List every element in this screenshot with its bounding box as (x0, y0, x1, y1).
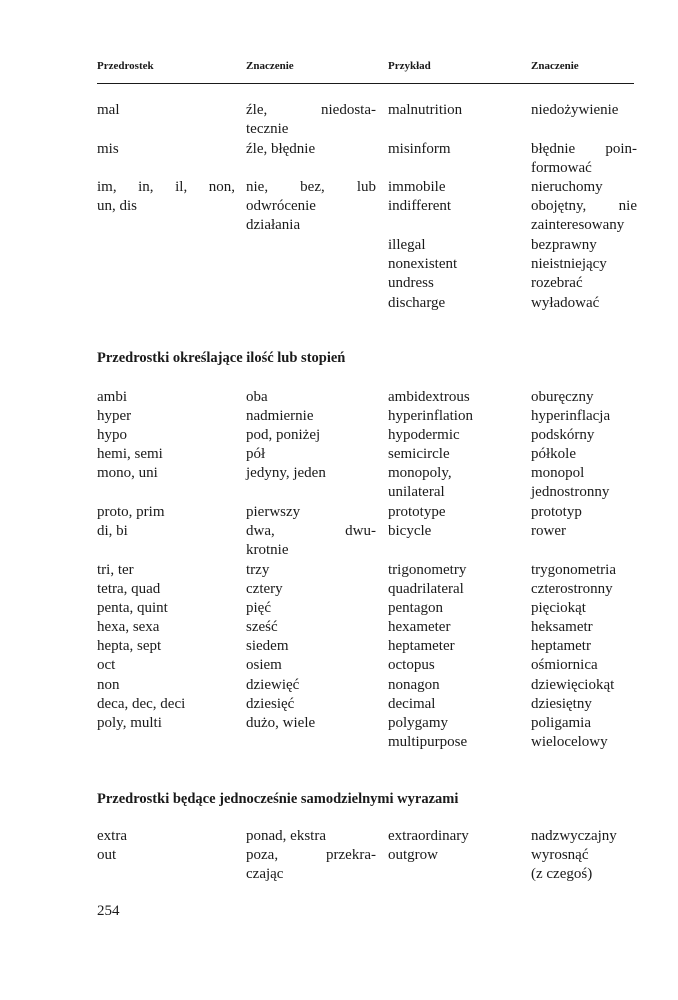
header-rule (97, 83, 634, 84)
cell-line: dwa, dwu- (246, 523, 376, 539)
example-cell (388, 388, 523, 407)
example-cell (388, 503, 523, 522)
example-cell (388, 426, 523, 445)
cell-line: nonagon (388, 677, 440, 693)
cell-line: misinform (388, 141, 451, 157)
cell-line: krotnie (246, 542, 289, 559)
cell-line: multipurpose (388, 734, 468, 751)
cell-line: podskórny (531, 427, 595, 443)
cell-line: dużo, wiele (246, 715, 316, 731)
cell-line: hemi, semi (97, 446, 163, 462)
meaning-cell (246, 101, 376, 139)
meaning-cell (246, 676, 376, 695)
cell-line: discharge (388, 294, 446, 311)
example-cell (388, 599, 523, 618)
prefix-cell (97, 388, 235, 407)
prefix-cell (97, 637, 235, 656)
prefix-cell (97, 714, 235, 733)
cell-line: decimal (388, 696, 436, 712)
translation-cell (531, 426, 637, 445)
cell-line: pięć (246, 600, 271, 616)
cell-line: hypo (97, 427, 127, 443)
cell-line: heksametr (531, 619, 593, 635)
prefix-cell (97, 846, 235, 865)
translation-cell (531, 599, 637, 618)
cell-line: pod, poniżej (246, 427, 321, 443)
cell-line: cztery (246, 581, 283, 597)
cell-line: deca, dec, deci (97, 696, 186, 712)
cell-line: oburęczny (531, 389, 594, 405)
cell-line: ambidextrous (388, 389, 470, 405)
prefix-cell (97, 618, 235, 637)
cell-line: trzy (246, 562, 270, 578)
meaning-cell (246, 561, 376, 580)
cell-line: poligamia (531, 715, 591, 731)
cell-line: obojętny, nie (531, 198, 637, 215)
cell-line: heptametr (531, 638, 591, 654)
cell-line: quadrilateral (388, 581, 464, 597)
cell-line: dziesięć (246, 696, 295, 712)
prefix-cell (97, 140, 235, 159)
meaning-cell (246, 503, 376, 522)
cell-line: mono, uni (97, 465, 158, 481)
meaning-cell (246, 140, 376, 159)
example-cell (388, 676, 523, 695)
prefix-cell (97, 445, 235, 464)
cell-line: extra (97, 828, 127, 844)
cell-line: zainteresowany (531, 217, 625, 234)
translation-cell (531, 388, 637, 407)
cell-line: unilateral (388, 484, 445, 501)
example-cell (388, 580, 523, 599)
prefix-cell (97, 695, 235, 714)
section-title-standalone: Przedrostki będące jednocześnie samodzielnymi wyrazami (97, 791, 459, 807)
example-cell (388, 637, 523, 656)
meaning-cell (246, 714, 376, 733)
prefix-cell (97, 426, 235, 445)
example-cell (388, 445, 523, 464)
meaning-cell (246, 178, 376, 236)
cell-line: oba (246, 389, 268, 405)
prefix-cell (97, 503, 235, 522)
meaning-cell (246, 464, 376, 483)
cell-line: działania (246, 217, 301, 234)
prefix-cell (97, 656, 235, 675)
cell-line: siedem (246, 638, 289, 654)
cell-line: ośmiornica (531, 657, 598, 673)
cell-line: im, in, il, non, (97, 179, 235, 195)
meaning-cell (246, 445, 376, 464)
cell-line: pięciokąt (531, 600, 586, 616)
cell-line: malnutrition (388, 102, 463, 118)
meaning-cell (246, 599, 376, 618)
cell-line: rozebrać (531, 275, 583, 292)
cell-line: oct (97, 657, 116, 673)
cell-line: nie, bez, lub (246, 179, 376, 195)
cell-line: mis (97, 141, 119, 157)
cell-line: niedożywienie (531, 102, 619, 118)
translation-cell (531, 236, 637, 313)
translation-cell (531, 695, 637, 714)
translation-cell (531, 580, 637, 599)
cell-line: nieruchomy (531, 179, 603, 195)
translation-cell (531, 827, 637, 846)
cell-line: czając (246, 866, 284, 883)
example-cell (388, 846, 523, 865)
meaning-cell (246, 580, 376, 599)
translation-cell (531, 561, 637, 580)
cell-line: pierwszy (246, 504, 301, 520)
prefix-cell (97, 580, 235, 599)
cell-line: undress (388, 275, 434, 292)
prefix-cell (97, 178, 235, 216)
cell-line: wielocelowy (531, 734, 608, 751)
translation-cell (531, 140, 637, 178)
cell-line: monopoly, (388, 465, 452, 481)
prefix-cell (97, 407, 235, 426)
cell-line: polygamy (388, 715, 448, 731)
cell-line: hexa, sexa (97, 619, 160, 635)
meaning-cell (246, 388, 376, 407)
translation-cell (531, 522, 637, 541)
cell-line: półkole (531, 446, 576, 462)
cell-line: penta, quint (97, 600, 168, 616)
cell-line: bicycle (388, 523, 432, 539)
meaning-cell (246, 656, 376, 675)
example-cell (388, 101, 523, 120)
cell-line: octopus (388, 657, 435, 673)
example-cell (388, 236, 523, 313)
translation-cell (531, 101, 637, 120)
translation-cell (531, 178, 637, 236)
translation-cell (531, 714, 637, 752)
example-cell (388, 178, 523, 216)
example-cell (388, 407, 523, 426)
table-header (97, 60, 634, 74)
cell-line: formować (531, 160, 592, 177)
meaning-cell (246, 637, 376, 656)
cell-line: jednostronny (531, 484, 610, 501)
cell-line: trigonometry (388, 562, 467, 578)
header-translation: Znaczenie (531, 60, 579, 72)
cell-line: bezprawny (531, 237, 597, 253)
example-cell (388, 464, 523, 502)
cell-line: tetra, quad (97, 581, 161, 597)
cell-line: heptameter (388, 638, 455, 654)
translation-cell (531, 407, 637, 426)
prefix-cell (97, 101, 235, 120)
cell-line: pentagon (388, 600, 443, 616)
prefix-cell (97, 676, 235, 695)
translation-cell (531, 618, 637, 637)
cell-line: błędnie poin- (531, 141, 637, 157)
cell-line: poly, multi (97, 715, 162, 731)
cell-line: trygonometria (531, 562, 616, 578)
cell-line: un, dis (97, 198, 138, 215)
cell-line: monopol (531, 465, 585, 481)
cell-line: dziesiętny (531, 696, 592, 712)
cell-line: nadzwyczajny (531, 828, 617, 844)
cell-line: hypodermic (388, 427, 460, 443)
cell-line: poza, przekra- (246, 847, 376, 863)
example-cell (388, 827, 523, 846)
cell-line: hyperinflacja (531, 408, 611, 424)
cell-line: non (97, 677, 120, 693)
prefix-cell (97, 561, 235, 580)
cell-line: sześć (246, 619, 278, 635)
prefix-cell (97, 827, 235, 846)
translation-cell (531, 656, 637, 675)
header-prefix: Przedrostek (97, 60, 154, 72)
cell-line: wyładować (531, 294, 600, 311)
cell-line: indifferent (388, 198, 452, 215)
cell-line: hyperinflation (388, 408, 473, 424)
cell-line: pół (246, 446, 266, 462)
cell-line: di, bi (97, 523, 128, 539)
meaning-cell (246, 407, 376, 426)
example-cell (388, 561, 523, 580)
cell-line: prototyp (531, 504, 582, 520)
cell-line: rower (531, 523, 566, 539)
meaning-cell (246, 695, 376, 714)
section-title-quantity: Przedrostki określające ilość lub stopień (97, 350, 346, 366)
cell-line: (z czegoś) (531, 866, 593, 883)
example-cell (388, 714, 523, 752)
header-example: Przykład (388, 60, 431, 72)
cell-line: źle, błędnie (246, 141, 316, 157)
example-cell (388, 140, 523, 159)
cell-line: illegal (388, 237, 426, 253)
cell-line: tri, ter (97, 562, 134, 578)
example-cell (388, 618, 523, 637)
cell-line: semicircle (388, 446, 450, 462)
cell-line: ambi (97, 389, 127, 405)
cell-line: tecznie (246, 121, 289, 138)
translation-cell (531, 637, 637, 656)
cell-line: osiem (246, 657, 282, 673)
cell-line: źle, niedosta- (246, 102, 376, 118)
cell-line: hepta, sept (97, 638, 162, 654)
cell-line: hyper (97, 408, 132, 424)
example-cell (388, 656, 523, 675)
prefix-cell (97, 599, 235, 618)
cell-line: outgrow (388, 847, 438, 863)
meaning-cell (246, 827, 376, 846)
cell-line: czterostronny (531, 581, 613, 597)
header-meaning: Znaczenie (246, 60, 294, 72)
cell-line: wyrosnąć (531, 847, 589, 863)
meaning-cell (246, 426, 376, 445)
cell-line: hexameter (388, 619, 451, 635)
example-cell (388, 522, 523, 541)
prefix-cell (97, 522, 235, 541)
cell-line: odwrócenie (246, 198, 316, 215)
cell-line: proto, prim (97, 504, 165, 520)
cell-line: extraordinary (388, 828, 469, 844)
cell-line: nadmiernie (246, 408, 314, 424)
cell-line: nonexistent (388, 256, 458, 273)
meaning-cell (246, 618, 376, 637)
meaning-cell (246, 522, 376, 560)
cell-line: jedyny, jeden (246, 465, 326, 481)
translation-cell (531, 445, 637, 464)
translation-cell (531, 464, 637, 502)
cell-line: immobile (388, 179, 446, 195)
cell-line: mal (97, 102, 120, 118)
example-cell (388, 695, 523, 714)
translation-cell (531, 676, 637, 695)
cell-line: ponad, ekstra (246, 828, 326, 844)
cell-line: out (97, 847, 117, 863)
cell-line: dziewięć (246, 677, 300, 693)
cell-line: prototype (388, 504, 446, 520)
translation-cell (531, 846, 637, 884)
meaning-cell (246, 846, 376, 884)
cell-line: dziewięciokąt (531, 677, 615, 693)
prefix-cell (97, 464, 235, 483)
translation-cell (531, 503, 637, 522)
cell-line: nieistniejący (531, 256, 607, 273)
page-number: 254 (97, 903, 120, 919)
